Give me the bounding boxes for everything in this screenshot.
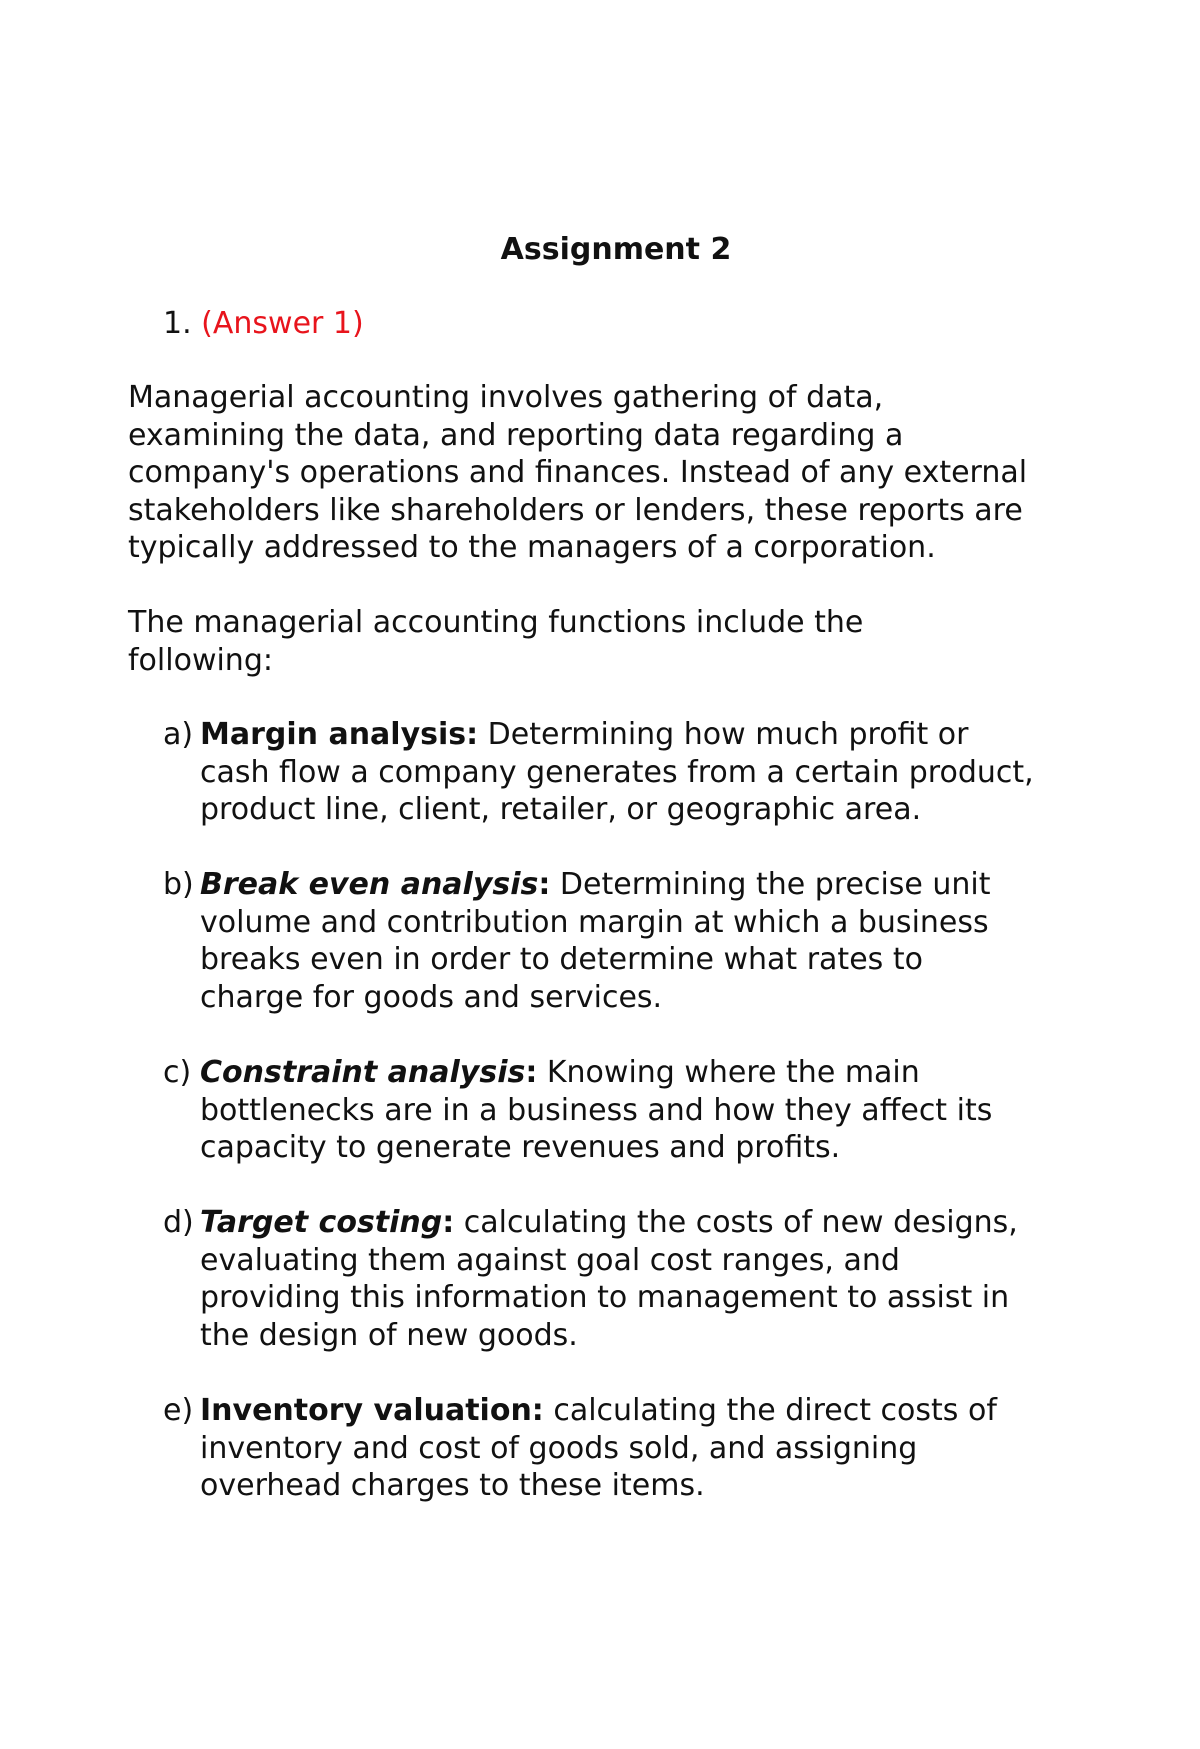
list-item-body: [200, 716, 1120, 829]
list-item-line: evaluating them against goal cost ranges, and: [200, 1242, 900, 1278]
list-item-line: inventory and cost of goods sold, and assigning: [200, 1430, 918, 1466]
list-item-line: overhead charges to these items.: [200, 1468, 705, 1503]
list-item-first-line: [200, 866, 1120, 904]
list-item-first-line: [200, 1204, 1120, 1242]
list-item-line: product line, client, retailer, or geographic area.: [200, 792, 922, 827]
list-item-text: Determining the precise unit: [550, 867, 991, 902]
answer-reference: (Answer 1): [201, 306, 364, 341]
list-item-text: calculating the direct costs of: [543, 1393, 997, 1428]
list-item-first-line: [200, 716, 1120, 754]
term-heading: Inventory valuation:: [200, 1393, 544, 1428]
paragraph-line: stakeholders like shareholders or lenders, these reports are: [128, 492, 1023, 528]
paragraph-line: examining the data, and reporting data regarding a: [128, 417, 904, 453]
term-colon: :: [525, 1055, 538, 1090]
page-title: Assignment 2: [500, 232, 732, 267]
list-item-body: [200, 1204, 1120, 1354]
list-item-line: cash flow a company generates from a certain product,: [200, 754, 1034, 790]
list-item-line: providing this information to management to assist in: [200, 1280, 1010, 1315]
paragraph-line: Managerial accounting involves gathering of data,: [128, 380, 884, 415]
list-marker: a): [163, 717, 194, 752]
list-item-first-line: [200, 1392, 1120, 1430]
list-item-body: [200, 1392, 1120, 1505]
question-number: [163, 306, 364, 342]
list-item-body: [200, 1054, 1120, 1167]
list-marker: b): [163, 867, 194, 902]
list-marker: c): [163, 1055, 192, 1090]
list-item-first-line: [200, 1054, 1120, 1092]
list-item-text: Determining how much profit or: [478, 717, 969, 752]
paragraph-line: following:: [128, 642, 273, 678]
list-item-line: charge for goods and services.: [200, 979, 663, 1015]
intro-paragraph: [128, 379, 1108, 567]
list-item-text: Knowing where the main: [537, 1055, 920, 1090]
term-colon: :: [442, 1205, 455, 1240]
term-heading: Constraint analysis: [200, 1055, 526, 1090]
term-heading: Margin analysis:: [200, 717, 479, 752]
list-item-line: volume and contribution margin at which a business: [200, 904, 989, 940]
paragraph-line: The managerial accounting functions include the: [128, 605, 864, 640]
term-heading: Target costing: [200, 1205, 443, 1240]
term-heading: Break even analysis: [200, 867, 539, 902]
paragraph-line: company's operations and finances. Instead of any external: [128, 455, 1028, 490]
list-item-line: bottlenecks are in a business and how they affect its: [200, 1092, 993, 1128]
paragraph-line: typically addressed to the managers of a corporation.: [128, 530, 936, 565]
list-item-line: breaks even in order to determine what rates to: [200, 942, 923, 977]
list-item-text: calculating the costs of new designs,: [454, 1205, 1018, 1240]
list-marker: d): [163, 1205, 194, 1240]
list-marker: e): [163, 1393, 194, 1428]
list-item-line: capacity to generate revenues and profits.: [200, 1130, 841, 1165]
functions-intro-paragraph: [128, 604, 1108, 679]
question-number-label: 1.: [163, 306, 192, 341]
list-item-body: [200, 866, 1120, 1016]
term-colon: :: [538, 867, 551, 902]
list-item-line: the design of new goods.: [200, 1317, 578, 1353]
